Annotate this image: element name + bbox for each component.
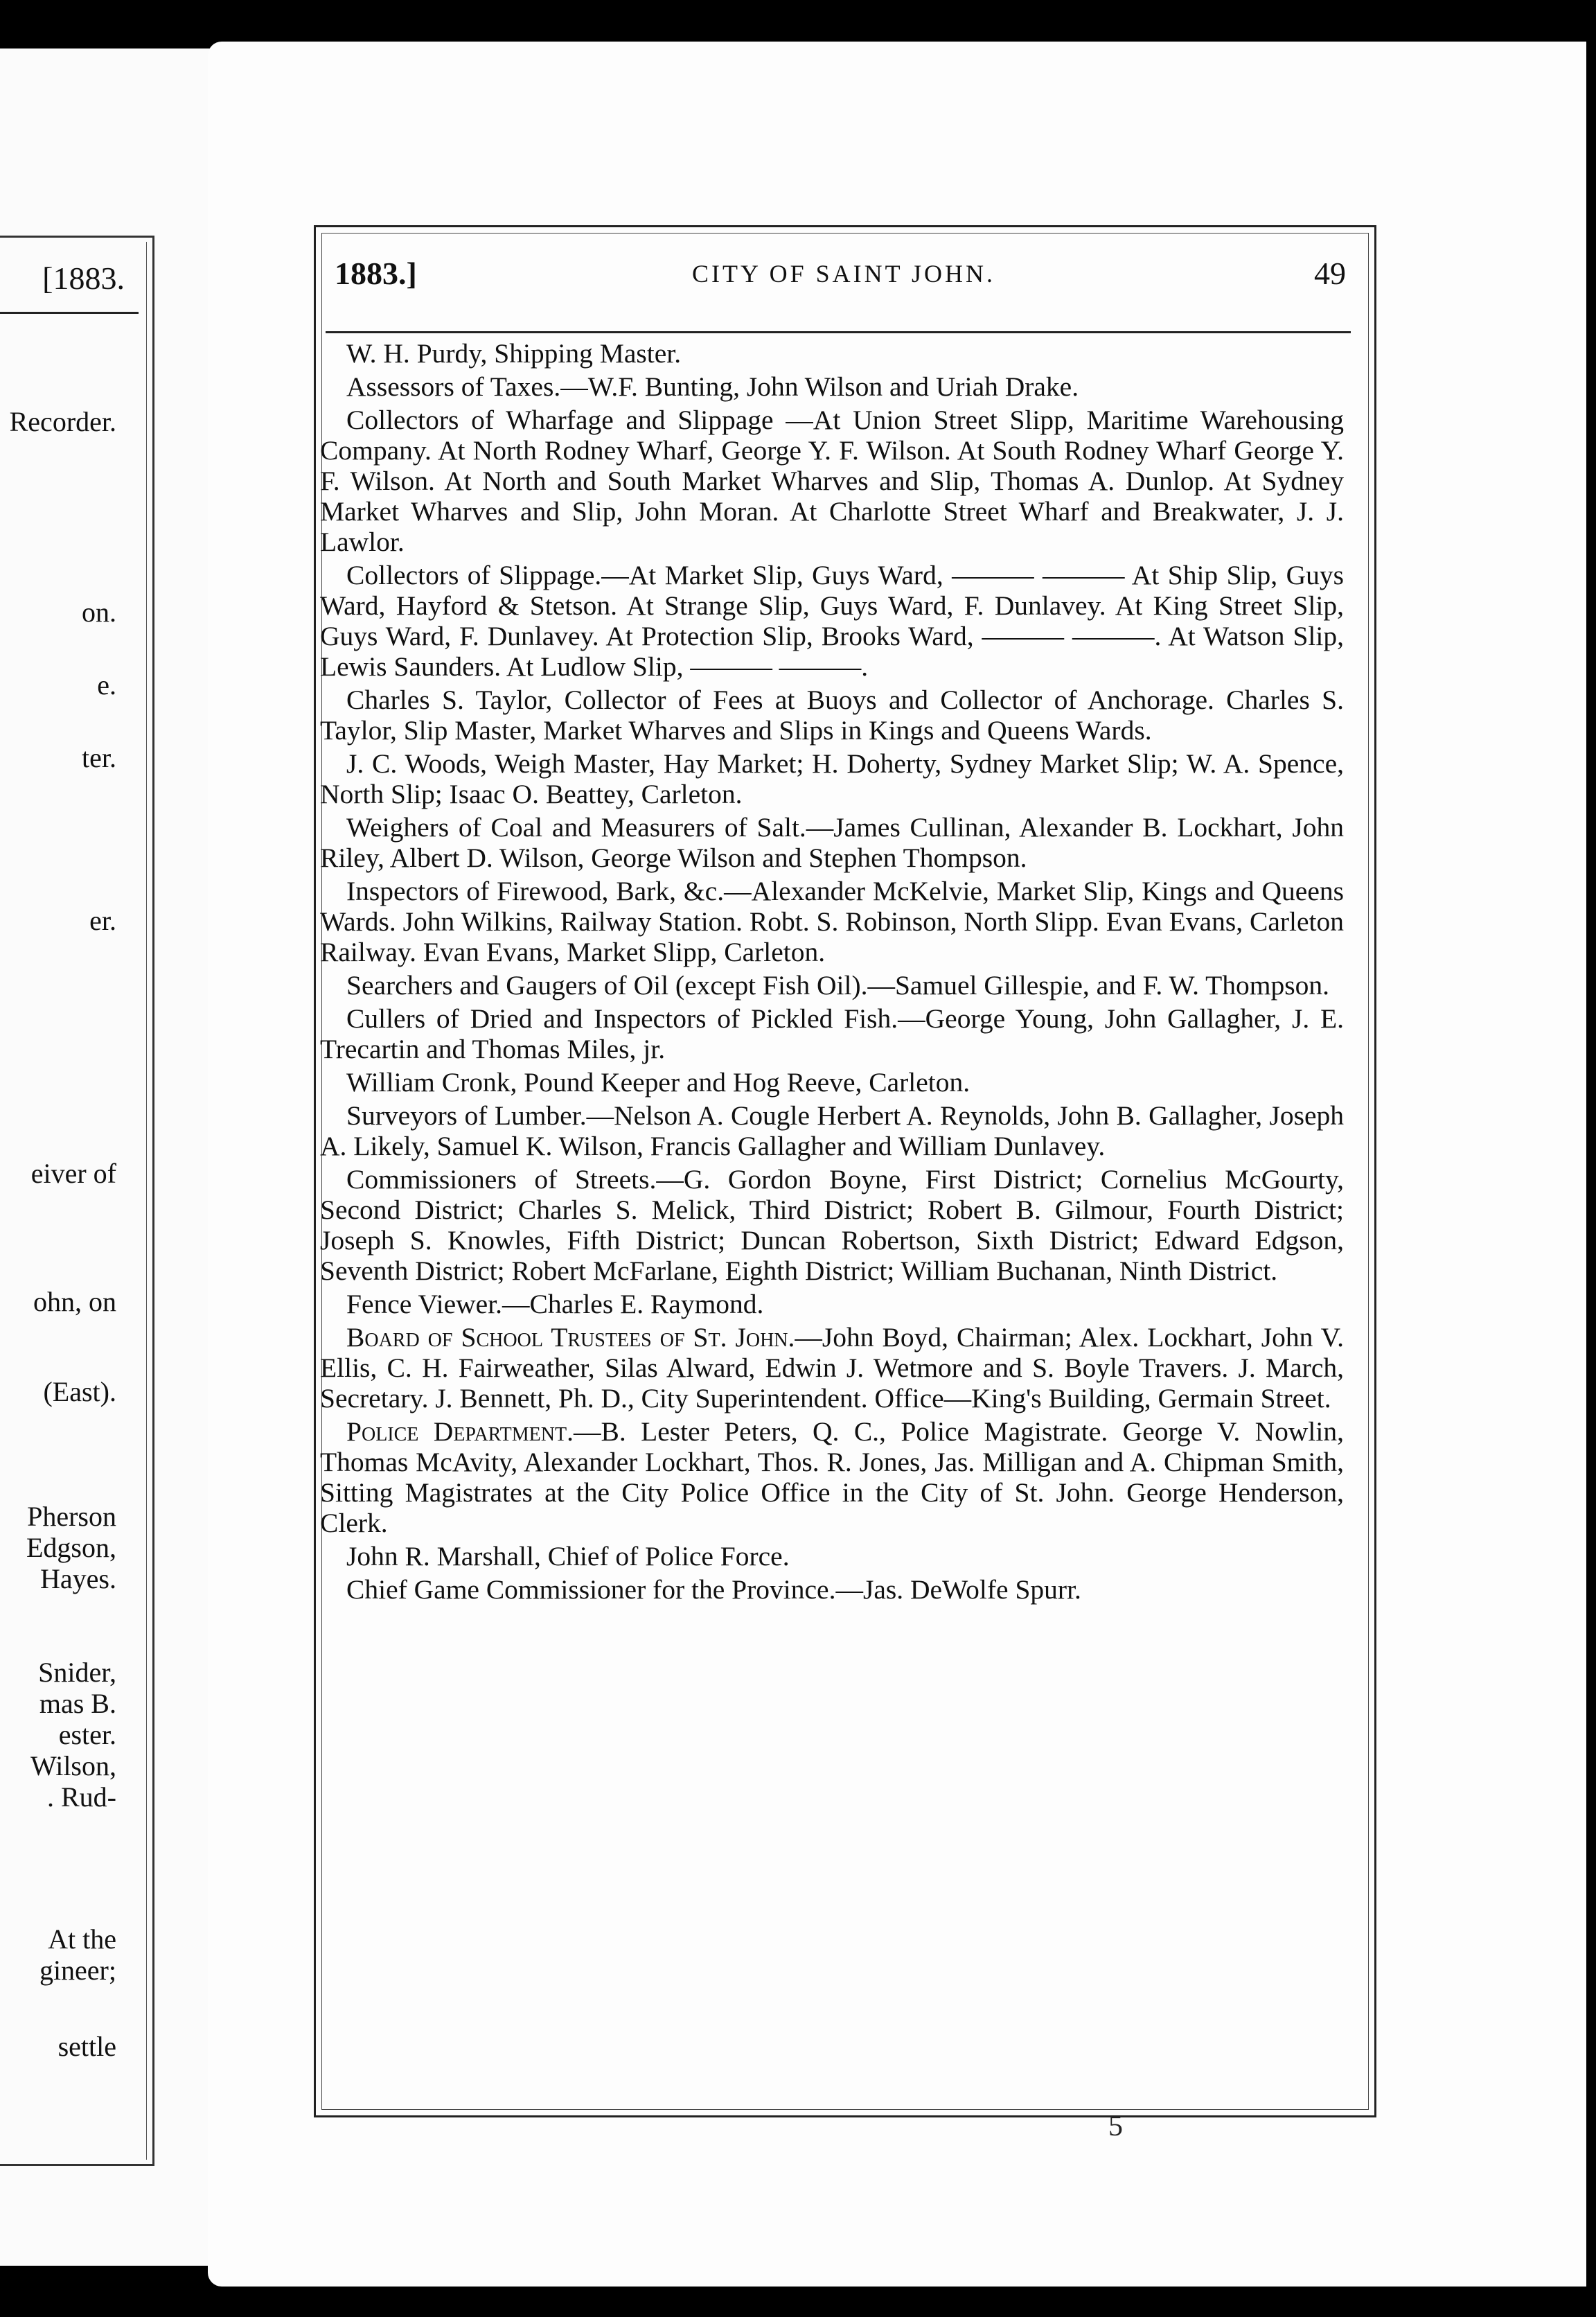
- entry-text: Chief Game Commissioner for the Province.—Jas. DeWolfe Spurr.: [346, 1574, 1081, 1605]
- body-text: [320, 338, 1344, 1607]
- facing-page-fragment: (East).: [43, 1376, 116, 1407]
- facing-page-fragment: Edgson,: [26, 1532, 116, 1563]
- running-header: [335, 255, 1353, 303]
- entry-text: —John Boyd, Chairman; Alex. Lockhart, John V. Ellis, C. H. Fairweather, Silas Alward, Edwin J. Wetmore and S. Boyle Travers. J. March, Secretary. J. Bennett, Ph. D., City Superintendent. Office—King's Building, Germain Street.: [320, 1322, 1344, 1413]
- entry-text: Collectors of Wharfage and Slippage —At Union Street Slipp, Maritime Warehousing Company. At North Rodney Wharf, George Y. F. Wilson. At South Rodney Wharf George Y. F. Wilson. At North and South Market Wharves and Slip, Thomas A. Dunlop. At Sydney Market Wharves and Slip, John Moran. At Charlotte Street Wharf and Breakwater, J. J. Lawlor.: [320, 405, 1344, 557]
- facing-page-fragment: Snider,: [38, 1657, 116, 1688]
- entry-paragraph: [320, 685, 1344, 746]
- entry-paragraph: [320, 748, 1344, 809]
- entry-text: Inspectors of Firewood, Bark, &c.—Alexander McKelvie, Market Slip, Kings and Queens Wards. John Wilkins, Railway Station. Robt. S. Robinson, North Slipp. Evan Evans, Carleton Railway. Evan Evans, Market Slipp, Carleton.: [320, 876, 1344, 967]
- facing-page-fragment: e.: [97, 669, 116, 701]
- facing-page-frame: [0, 236, 154, 2166]
- facing-page-fragment: Pherson: [27, 1501, 116, 1532]
- entry-paragraph: [320, 1416, 1344, 1538]
- entry-text: Weighers of Coal and Measurers of Salt.—James Cullinan, Alexander B. Lockhart, John Riley, Albert D. Wilson, George Wilson and Stephen Thompson.: [320, 812, 1344, 873]
- entry-heading: Police Department.: [346, 1416, 574, 1447]
- facing-page-fragment: Recorder.: [9, 406, 116, 437]
- entry-paragraph: [320, 1067, 1344, 1098]
- entry-paragraph: [320, 338, 1344, 369]
- entry-paragraph: [320, 876, 1344, 967]
- entry-paragraph: [320, 405, 1344, 557]
- facing-page-fragment: . Rud-: [47, 1781, 116, 1813]
- signature-mark: 5: [1108, 2111, 1123, 2142]
- facing-page-fragment: Wilson,: [30, 1750, 116, 1781]
- facing-page-fragment: mas B.: [39, 1688, 116, 1719]
- entry-text: Assessors of Taxes.—W.F. Bunting, John Wilson and Uriah Drake.: [346, 371, 1079, 402]
- facing-page-fragment: eiver of: [30, 1158, 116, 1189]
- entry-paragraph: [320, 1003, 1344, 1064]
- entry-text: Surveyors of Lumber.—Nelson A. Cougle Herbert A. Reynolds, John B. Gallagher, Joseph A. Likely, Samuel K. Wilson, Francis Gallagher and William Dunlavey.: [320, 1100, 1344, 1161]
- facing-page-fragment: settle: [57, 2031, 116, 2062]
- facing-page-fragment: er.: [89, 905, 116, 936]
- page-number: 49: [1314, 256, 1346, 291]
- entry-text: John R. Marshall, Chief of Police Force.: [346, 1541, 790, 1571]
- entry-text: Charles S. Taylor, Collector of Fees at Buoys and Collector of Anchorage. Charles S. Taylor, Slip Master, Market Wharves and Slips in Kings and Queens Wards.: [320, 685, 1344, 746]
- facing-page-head-rule: [0, 312, 139, 314]
- facing-page-fragment: At the: [48, 1923, 116, 1955]
- entry-paragraph: [320, 560, 1344, 682]
- entry-text: —B. Lester Peters, Q. C., Police Magistrate. George V. Nowlin, Thomas McAvity, Alexander Lockhart, Thos. R. Jones, Jas. Milligan and A. Chipman Smith, Sitting Magistrates at the City Police Office in the City of St. John. George Henderson, Clerk.: [320, 1416, 1345, 1538]
- entry-paragraph: [320, 1164, 1344, 1286]
- entry-text: Cullers of Dried and Inspectors of Pickled Fish.—George Young, John Gallagher, J. E. Trecartin and Thomas Miles, jr.: [320, 1003, 1344, 1064]
- entry-text: Commissioners of Streets.—G. Gordon Boyne, First District; Cornelius McGourty, Second District; Charles S. Melick, Third District; Robert B. Gilmour, Fourth District; Joseph S. Knowles, Fifth District; Duncan Robertson, Sixth District; Edward Edgson, Seventh District; Robert McFarlane, Eighth District; William Buchanan, Ninth District.: [320, 1164, 1344, 1286]
- facing-page-fragment: ohn, on: [33, 1286, 116, 1317]
- entry-paragraph: [320, 1322, 1344, 1413]
- entry-text: W. H. Purdy, Shipping Master.: [346, 338, 682, 369]
- facing-page-fragment: ter.: [82, 742, 116, 773]
- entry-heading: Board of School Trustees of St. John.: [346, 1322, 795, 1353]
- entry-paragraph: [320, 371, 1344, 402]
- entry-paragraph: [320, 1574, 1344, 1605]
- entry-paragraph: [320, 1541, 1344, 1571]
- facing-page-fragment: Hayes.: [40, 1563, 116, 1594]
- entry-text: Searchers and Gaugers of Oil (except Fish Oil).—Samuel Gillespie, and F. W. Thompson.: [346, 970, 1329, 1001]
- entry-paragraph: [320, 970, 1344, 1001]
- facing-page-fragment: gineer;: [39, 1955, 116, 1986]
- entry-paragraph: [320, 1289, 1344, 1319]
- facing-page-fragment: ester.: [58, 1719, 116, 1750]
- header-title: CITY OF SAINT JOHN.: [691, 260, 996, 288]
- entry-text: J. C. Woods, Weigh Master, Hay Market; H. Doherty, Sydney Market Slip; W. A. Spence, North Slip; Isaac O. Beattey, Carleton.: [320, 748, 1344, 809]
- facing-page-fragment: [1883.: [42, 261, 125, 296]
- entry-paragraph: [320, 1100, 1344, 1161]
- entry-text: Collectors of Slippage.—At Market Slip, Guys Ward, ——— ——— At Ship Slip, Guys Ward, Hayford & Stetson. At Strange Slip, Guys Ward, F. Dunlavey. At King Street Slip, Guys Ward, F. Dunlavey. At Protection Slip, Brooks Ward, ——— ———. At Watson Slip, Lewis Saunders. At Ludlow Slip, ——— ———.: [320, 560, 1344, 682]
- entry-text: Fence Viewer.—Charles E. Raymond.: [346, 1289, 764, 1319]
- header-year: 1883.]: [335, 256, 417, 291]
- entry-paragraph: [320, 812, 1344, 873]
- entry-text: William Cronk, Pound Keeper and Hog Reeve, Carleton.: [346, 1067, 970, 1098]
- facing-page-fragment: on.: [82, 597, 116, 628]
- header-rule: [326, 331, 1351, 333]
